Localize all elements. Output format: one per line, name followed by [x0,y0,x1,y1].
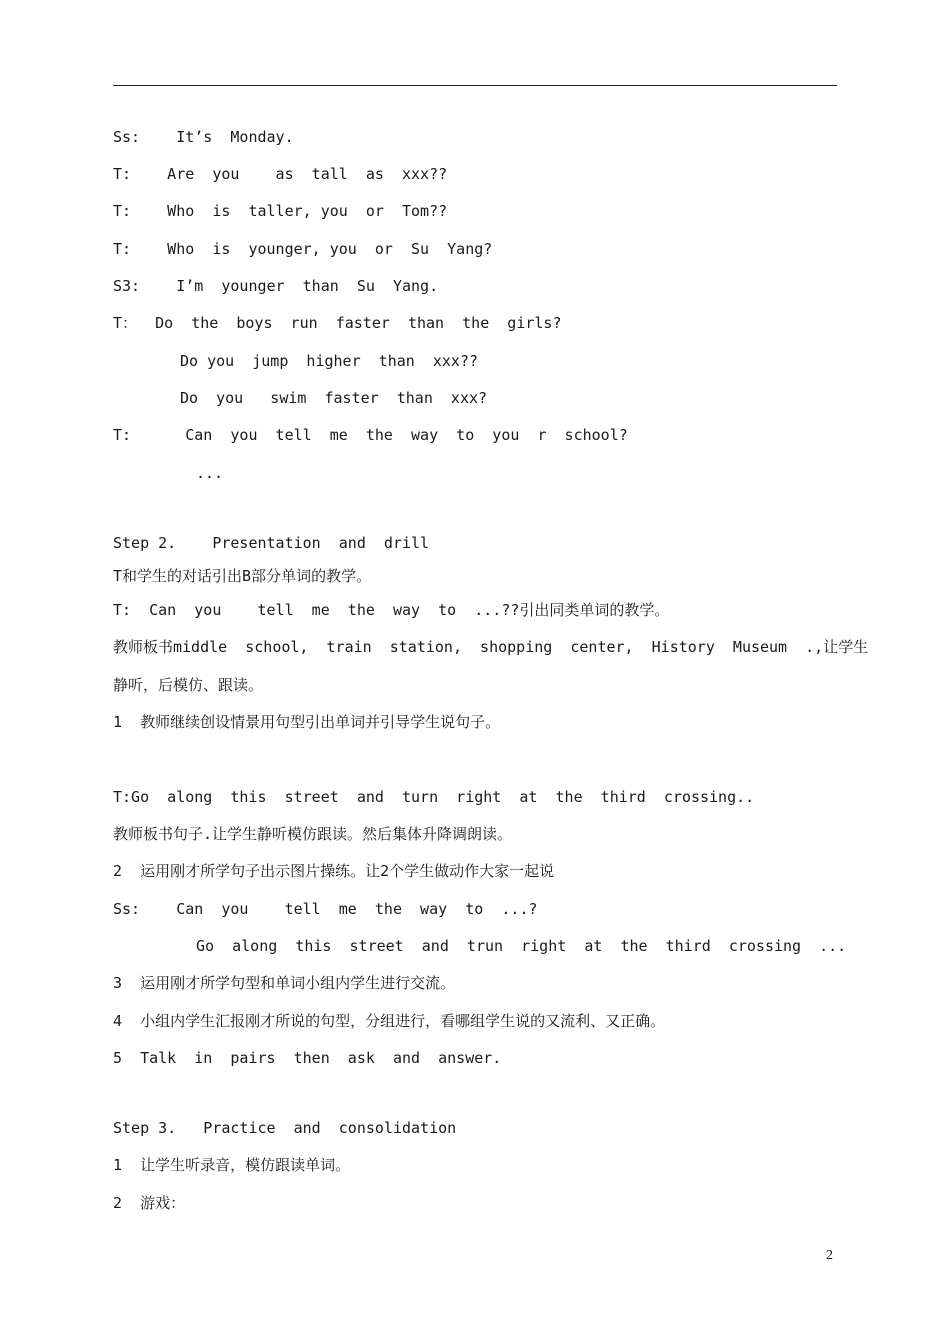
text-line: T： Do the boys run faster than the girls? [113,314,562,332]
text-line: 静听，后模仿、跟读。 [113,676,264,694]
text-line: 教师板书middle school, train station, shopping center, History Museum .,让学生 [113,638,869,656]
text-line: 教师板书句子.让学生静听模仿跟读。然后集体升降调朗读。 [113,825,513,843]
header-rule [113,85,837,86]
text-line: Go along this street and trun right at the third crossing ... [196,937,847,955]
text-line: 5 Talk in pairs then ask and answer. [113,1049,502,1067]
text-line: Do you swim faster than xxx? [180,389,488,407]
text-line: T: Are you as tall as xxx?? [113,165,448,183]
text-line: 3 运用刚才所学句型和单词小组内学生进行交流。 [113,974,456,992]
text-line: T: Who is taller, you or Tom?? [113,202,448,220]
section-heading: Step 3. Practice and consolidation [113,1119,457,1137]
text-line: T: Can you tell me the way to you r school? [113,426,628,444]
page-number: 2 [826,1248,833,1263]
text-line: Do you jump higher than xxx?? [180,352,479,370]
text-line: T和学生的对话引出B部分单词的教学。 [113,567,372,585]
text-line: 2 运用刚才所学句子出示图片操练。让2个学生做动作大家一起说 [113,862,555,880]
text-line: T: Can you tell me the way to ...??引出同类单词的教学。 [113,601,670,619]
text-line: T: Who is younger, you or Su Yang? [113,240,493,258]
text-line: 1 教师继续创设情景用句型引出单词并引导学生说句子。 [113,713,501,731]
text-line: Ss: It’s Monday. [113,128,294,146]
text-line: T:Go along this street and turn right at the third crossing.. [113,788,755,806]
text-line: Ss: Can you tell me the way to ...? [113,900,538,918]
text-line: 4 小组内学生汇报刚才所说的句型，分组进行，看哪组学生说的又流利、又正确。 [113,1012,666,1030]
text-line: ... [196,464,224,482]
section-heading: Step 2. Presentation and drill [113,534,430,552]
text-line: 1 让学生听录音，模仿跟读单词。 [113,1156,351,1174]
text-line: S3: I’m younger than Su Yang. [113,277,439,295]
text-line: 2 游戏： [113,1194,186,1212]
